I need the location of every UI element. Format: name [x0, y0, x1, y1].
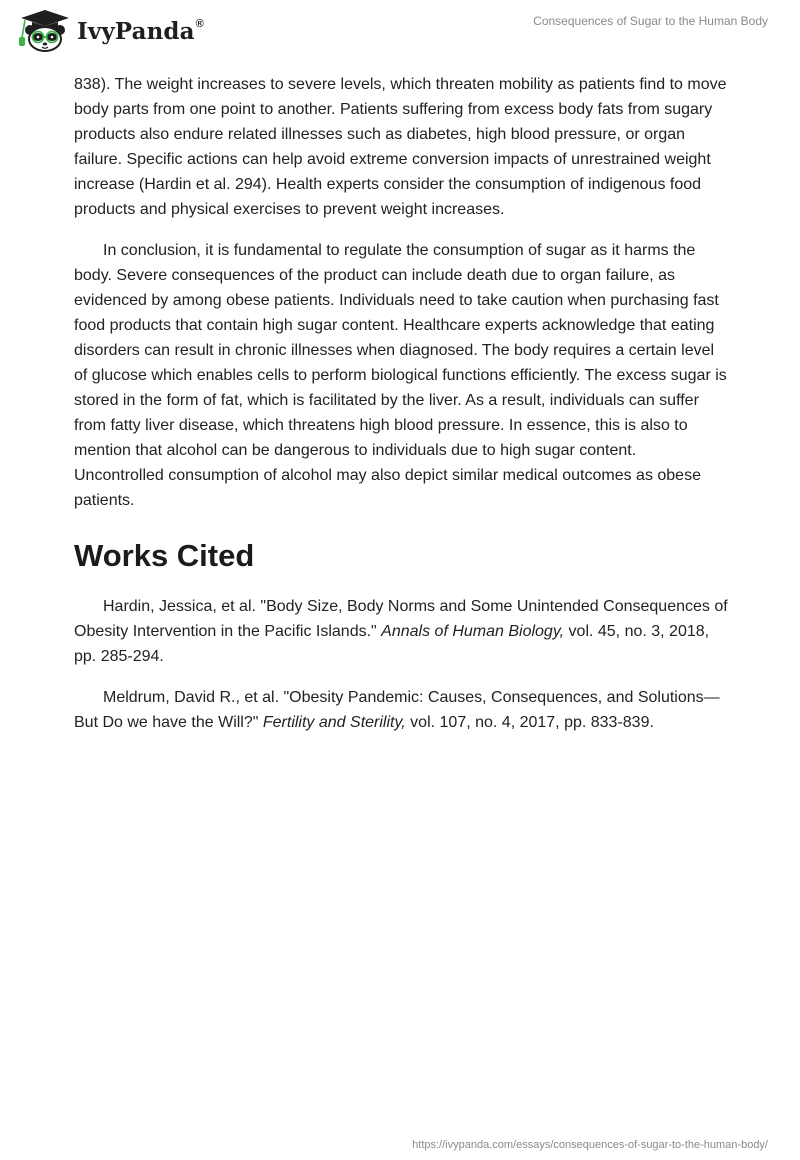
body-paragraph-conclusion: In conclusion, it is fundamental to regulate the consumption of sugar as it harms the body. Severe consequences of the product can include death due to organ failure, as evidenced by among obese patients. Individuals need to take caution when purchasing fast food products that contain high sugar content. Healthcare experts acknowledge that eating disorders can result in chronic illnesses when diagnosed. The body requires a certain level of glucose which enables cells to perform biological functions efficiently. The excess sugar is stored in the form of fat, which is facilitated by the liver. As a result, individuals can suffer from fatty liver disease, which threatens high blood pressure. In essence, this is also to mention that alcohol can be dangerous to individuals due to high sugar content. Uncontrolled consumption of alcohol may also depict similar medical outcomes as obese patients.: [74, 242, 727, 509]
citation-journal: Fertility and Sterility,: [262, 714, 406, 731]
citation-text: Meldrum, David R., et al. "Obesity Pandemic: Causes, Consequences, and Solutions—But Do we have the Will?": [74, 689, 720, 731]
logo-wordmark: IvyPanda®: [77, 17, 204, 45]
citation-entry: [74, 685, 730, 735]
document-title: Consequences of Sugar to the Human Body: [533, 14, 768, 28]
source-url-link[interactable]: https://ivypanda.com/essays/consequences-of-sugar-to-the-human-body/: [412, 1139, 768, 1151]
citation-details: vol. 107, no. 4, 2017, pp. 833-839.: [405, 714, 654, 731]
citation-text: Hardin, Jessica, et al. "Body Size, Body Norms and Some Unintended Consequences of Obesity Intervention in the Pacific Islands.": [74, 598, 728, 640]
citation-journal: Annals of Human Biology,: [381, 623, 565, 640]
citation-details: vol. 45, no. 3, 2018, pp. 285-294.: [74, 623, 710, 665]
page-header: [0, 0, 800, 60]
citation-entry: [74, 594, 730, 669]
works-cited-heading: Works Cited: [74, 538, 255, 573]
registered-mark: ®: [195, 17, 204, 30]
ivypanda-logo[interactable]: [16, 8, 204, 52]
panda-graduate-logo-icon: [16, 8, 74, 52]
essay-content: [74, 72, 730, 751]
body-paragraph-1: 838). The weight increases to severe levels, which threaten mobility as patients find to move body parts from one point to another. Patients suffering from excess body fats from sugary products also endure related illnesses such as diabetes, high blood pressure, or organ failure. Specific actions can help avoid extreme conversion impacts of unrestrained weight increase (Hardin et al. 294). Health experts consider the consumption of indigenous food products and physical exercises to prevent weight increases.: [74, 76, 727, 218]
